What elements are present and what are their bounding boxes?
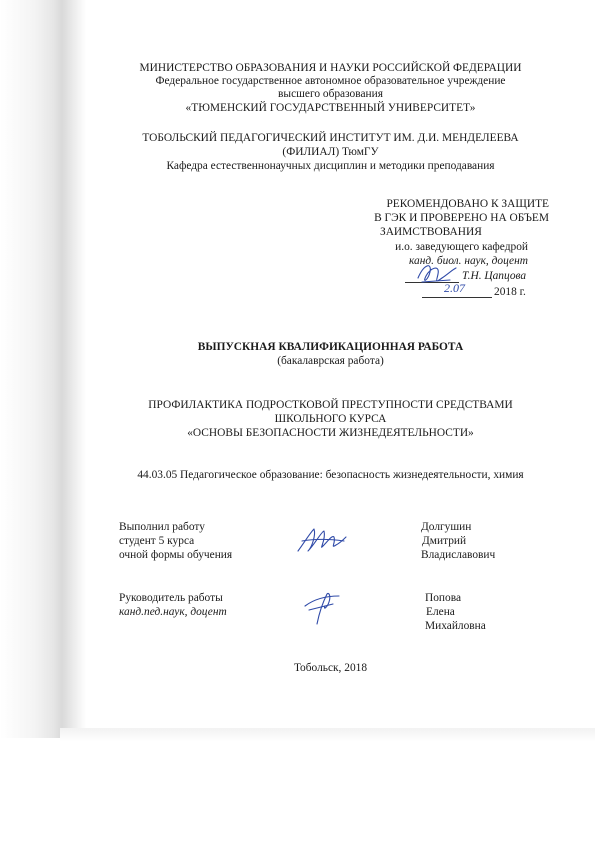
- city-year: Тобольск, 2018: [293, 662, 368, 674]
- approval-line3: ЗАИМСТВОВАНИЯ: [380, 226, 482, 238]
- supervisor-surname: Попова: [425, 592, 461, 604]
- institute-name-line2: (ФИЛИАЛ) ТюмГУ: [282, 146, 379, 158]
- student-label-line2: студент 5 курса: [119, 535, 195, 547]
- specialty-line: 44.03.05 Педагогическое образование: безопасность жизнедеятельности, химия: [137, 469, 524, 481]
- student-surname: Долгушин: [421, 521, 472, 533]
- supervisor-patronymic: Михайловна: [425, 620, 486, 632]
- institution-type-line: Федеральное государственное автономное образовательное учреждение: [155, 75, 506, 87]
- approval-degree: канд. биол. наук, доцент: [409, 255, 528, 267]
- approval-year: 2018 г.: [494, 286, 526, 298]
- student-label-line1: Выполнил работу: [119, 521, 205, 533]
- work-title: ВЫПУСКНАЯ КВАЛИФИКАЦИОННАЯ РАБОТА: [197, 341, 464, 353]
- approval-head-name: Т.Н. Цапцова: [462, 270, 527, 282]
- supervisor-signature-icon: [299, 588, 347, 628]
- approval-date-line: [422, 297, 492, 298]
- topic-line1: ПРОФИЛАКТИКА ПОДРОСТКОВОЙ ПРЕСТУПНОСТИ СРЕДСТВАМИ: [148, 399, 513, 411]
- student-signature-icon: [294, 523, 350, 557]
- department-name: Кафедра естественнонаучных дисциплин и методики преподавания: [166, 160, 495, 172]
- supervisor-first-name: Елена: [426, 606, 455, 618]
- student-patronymic: Владиславович: [421, 549, 496, 561]
- university-name: «ТЮМЕНСКИЙ ГОСУДАРСТВЕННЫЙ УНИВЕРСИТЕТ»: [185, 102, 476, 114]
- approval-position: и.о. заведующего кафедрой: [395, 241, 528, 253]
- supervisor-label-line2: канд.пед.наук, доцент: [119, 606, 227, 618]
- topic-line2: ШКОЛЬНОГО КУРСА: [274, 413, 387, 425]
- institute-name-line1: ТОБОЛЬСКИЙ ПЕДАГОГИЧЕСКИЙ ИНСТИТУТ ИМ. Д.И. МЕНДЕЛЕЕВА: [142, 132, 519, 144]
- scan-edge-shadow: [0, 0, 86, 738]
- ministry-line: МИНИСТЕРСТВО ОБРАЗОВАНИЯ И НАУКИ РОССИЙСКОЙ ФЕДЕРАЦИИ: [139, 62, 522, 74]
- student-first-name: Дмитрий: [422, 535, 467, 547]
- approval-line2: В ГЭК И ПРОВЕРЕНО НА ОБЪЕМ: [374, 212, 549, 224]
- scan-bottom-edge: [60, 728, 595, 742]
- topic-line3: «ОСНОВЫ БЕЗОПАСНОСТИ ЖИЗНЕДЕЯТЕЛЬНОСТИ»: [187, 427, 474, 439]
- approval-line1: РЕКОМЕНДОВАНО К ЗАЩИТЕ: [386, 198, 549, 210]
- supervisor-label-line1: Руководитель работы: [119, 592, 223, 604]
- education-level-line: высшего образования: [278, 88, 383, 100]
- work-subtitle: (бакалаврская работа): [277, 355, 384, 367]
- approval-date-handwritten: 2.07: [444, 281, 465, 295]
- student-label-line3: очной формы обучения: [119, 549, 233, 561]
